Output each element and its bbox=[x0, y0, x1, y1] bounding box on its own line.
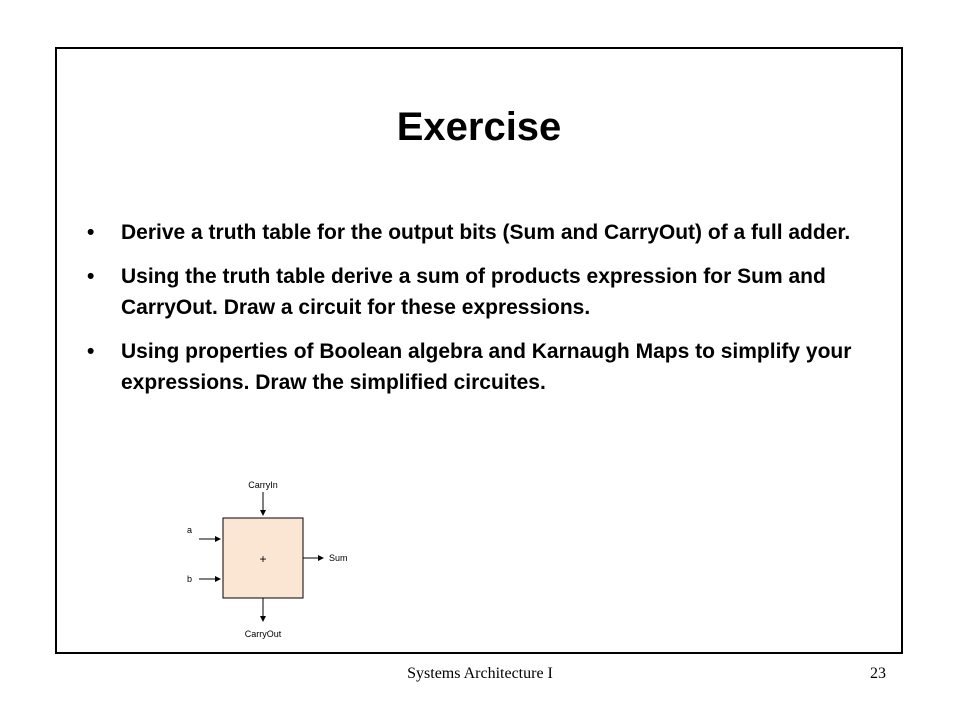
bullet-icon: • bbox=[87, 340, 95, 363]
sum-label: Sum bbox=[329, 553, 348, 563]
page-number: 23 bbox=[870, 665, 886, 682]
plus-icon: + bbox=[259, 552, 267, 566]
slide-frame bbox=[55, 47, 903, 654]
slide-title: Exercise bbox=[396, 105, 562, 149]
bullet-text: Derive a truth table for the output bits (Sum and CarryOut) of a full adder. bbox=[121, 221, 851, 244]
bullet-list bbox=[85, 217, 885, 411]
carry-in-label: CarryIn bbox=[248, 480, 278, 490]
input-a-label: a bbox=[187, 525, 193, 535]
bullet-text: Using properties of Boolean algebra and Karnaugh Maps to simplify your expressions. Draw the simplified circuites. bbox=[121, 340, 852, 394]
bullet-item bbox=[85, 217, 885, 248]
input-b-label: b bbox=[187, 574, 193, 584]
bullet-text: Using the truth table derive a sum of products expression for Sum and CarryOut. Draw a circuit for these expressions. bbox=[121, 265, 826, 319]
bullet-icon: • bbox=[87, 221, 95, 244]
bullet-icon: • bbox=[87, 265, 95, 288]
bullet-item bbox=[85, 261, 885, 323]
footer-title: Systems Architecture I bbox=[407, 665, 553, 682]
bullet-item bbox=[85, 336, 885, 398]
carry-out-label: CarryOut bbox=[244, 629, 282, 639]
full-adder-diagram bbox=[177, 474, 367, 644]
